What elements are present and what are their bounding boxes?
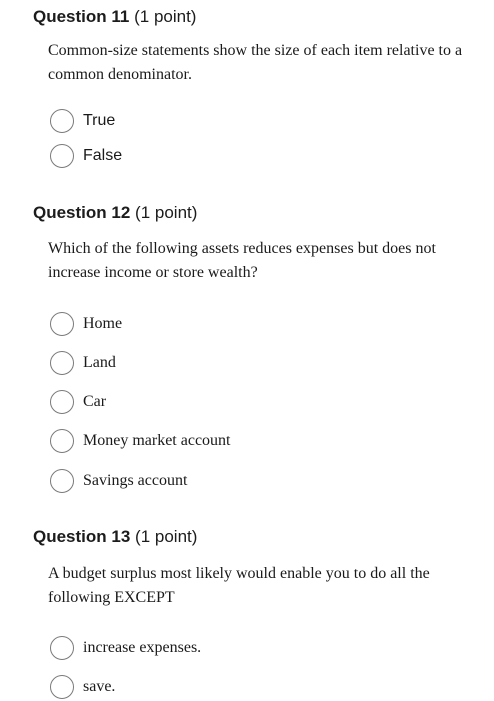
option-home[interactable]: [50, 310, 122, 338]
question-number: Question 13: [33, 527, 131, 546]
radio-button[interactable]: [50, 429, 74, 453]
option-label: Savings account: [83, 472, 188, 489]
option-label: save.: [83, 678, 116, 695]
option-true[interactable]: [50, 107, 115, 135]
option-false[interactable]: [50, 142, 122, 170]
radio-button[interactable]: [50, 109, 74, 133]
radio-button[interactable]: [50, 636, 74, 660]
option-label: increase expenses.: [83, 639, 202, 656]
option-land[interactable]: [50, 349, 116, 377]
question-points: (1 point): [135, 203, 198, 222]
radio-button[interactable]: [50, 312, 74, 336]
option-savings-account[interactable]: [50, 467, 187, 495]
option-label: Home: [83, 315, 123, 332]
radio-button[interactable]: [50, 351, 74, 375]
option-car[interactable]: [50, 388, 106, 416]
question-13-text: A budget surplus most likely would enable you to do all the following EXCEPT: [48, 565, 430, 606]
question-12-title: [33, 202, 197, 224]
question-number: Question 11: [33, 7, 130, 26]
radio-button[interactable]: [50, 469, 74, 493]
question-12-text: Which of the following assets reduces expenses but does not increase income or store wealth?: [48, 240, 436, 281]
radio-button[interactable]: [50, 675, 74, 699]
option-label: Money market account: [83, 432, 231, 449]
option-label: Land: [83, 354, 116, 371]
question-points: (1 point): [135, 527, 198, 546]
option-label: Car: [83, 393, 107, 410]
option-money-market-account[interactable]: [50, 427, 231, 455]
question-11-title: [33, 6, 196, 28]
question-11-text: Common-size statements show the size of each item relative to a common denominator.: [48, 42, 463, 83]
question-number: Question 12: [33, 203, 131, 222]
radio-button[interactable]: [50, 390, 74, 414]
question-13-title: [33, 526, 197, 548]
option-save[interactable]: [50, 673, 115, 701]
option-increase-expenses[interactable]: [50, 634, 201, 662]
option-label: True: [83, 112, 116, 129]
radio-button[interactable]: [50, 144, 74, 168]
question-points: (1 point): [134, 7, 197, 26]
option-label: False: [83, 147, 123, 164]
